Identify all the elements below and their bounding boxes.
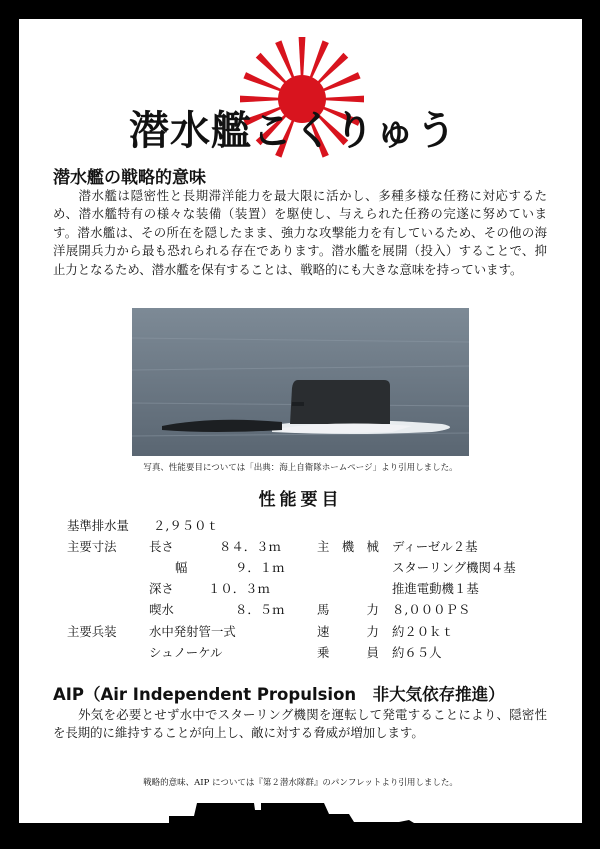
spec-crew-label: 乗 員 [317,645,379,660]
specs-heading: 性能要目 [258,490,343,510]
spec-engine-1: ディーゼル２基 [392,539,478,554]
spec-draft-value: ８．５ｍ [235,602,285,617]
spec-engine-label: 主 機 械 [317,539,379,554]
spec-crew-value: 約６５人 [392,645,442,660]
spec-power-value: ８,０００ＰＳ [392,602,471,617]
spec-depth-value: １０．３ｍ [208,581,270,596]
strategy-text: 潜水艦は隠密性と長期滞洋能力を最大限に活かし、多種多様な任務に対応するため、潜水艦特有の様々な装備（装置）を駆使し、与えられた任務の完遂に努めています。潜水艦は、その所在を隠したまま、強力な攻撃能力を有しているため、その他の海洋展開兵力から最も恐れられる存在であります。潜水艦を展開（投入）することで、抑止力となるため、潜水艦を保有することは、戦略的にも大きな意味を持っています。 [53,188,547,277]
spec-weapons-label: 主要兵装 [67,624,117,639]
spec-power-label: 馬 力 [317,602,379,617]
spec-displacement-label: 基準排水量 [67,518,129,533]
spec-length-value: ８４．３ｍ [219,539,281,554]
spec-beam-label: 幅 [175,560,188,575]
strategy-paragraph [53,187,547,279]
section-heading-strategy: 潜水艦の戦略的意味 [53,168,206,188]
spec-beam-value: ９．１ｍ [235,560,285,575]
aip-text: 外気を必要とせず水中でスターリング機関を運転して発電することにより、隠密性を長期的に維持することが向上し、敵に対する脅威が増加します。 [53,707,547,741]
aip-paragraph [53,706,547,743]
spec-speed-value: 約２０ｋｔ [392,624,454,639]
photo-caption: 写真、性能要目については「出典：海上自衛隊ホームページ」より引用しました。 [143,463,458,473]
source-note: 戦略的意味、AIP については『第２潜水隊群』のパンフレットより引用しました。 [143,778,458,788]
submarine-silhouette [19,790,582,830]
spec-draft-label: 喫水 [149,602,174,617]
spec-depth-label: 深さ [149,581,174,596]
submarine-photo [132,308,469,456]
page-title: 潜水艦こくりゅう [129,107,457,154]
spec-engine-3: 推進電動機１基 [392,581,479,596]
section-heading-aip: AIP（Air Independent Propulsion 非大気依存推進） [53,685,505,704]
spec-engine-2: スターリング機関４基 [392,560,516,575]
spec-weapon-1: 水中発射管一式 [149,624,236,639]
spec-dims-label: 主要寸法 [67,539,117,554]
spec-displacement-value: ２,９５０ｔ [153,518,219,533]
spec-speed-label: 速 力 [317,624,379,639]
document-page [19,19,582,830]
spec-length-label: 長さ [149,539,174,554]
spec-weapon-2: シュノーケル [149,645,223,660]
